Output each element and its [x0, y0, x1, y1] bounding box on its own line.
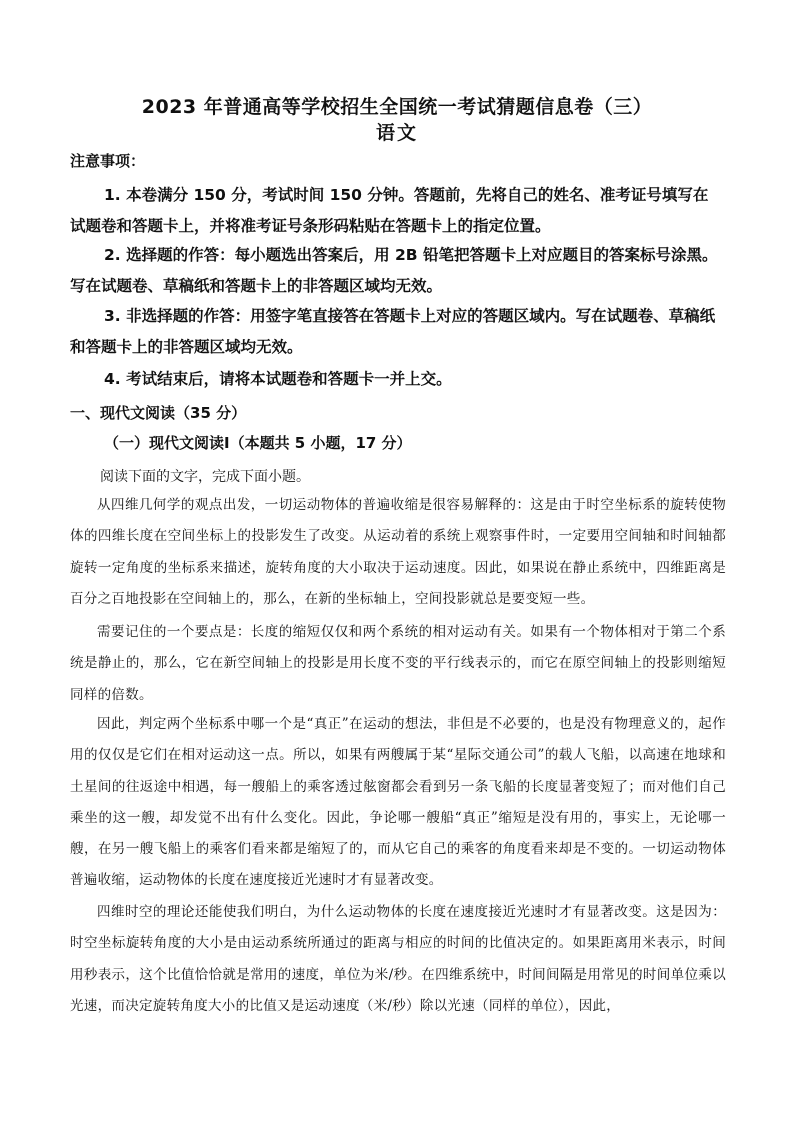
passage-paragraph-1: 从四维几何学的观点出发，一切运动物体的普遍收缩是很容易解释的：这是由于时空坐标系的旋转使物体的四维长度在空间坐标上的投影发生了改变。从运动着的系统上观察事件时，一定要用空间轴和时间轴都旋转一定角度的坐标系来描述，旋转角度的大小取决于运动速度。因此，如果说在静止系统中，四维距离是百分之百地投影在空间轴上的，那么，在新的坐标轴上，空间投影就总是要变短一些。: [70, 497, 726, 607]
reading-instruction: 阅读下面的文字，完成下面小题。: [100, 469, 310, 485]
passage-paragraph-2: 需要记住的一个要点是：长度的缩短仅仅和两个系统的相对运动有关。如果有一个物体相对于第二个系统是静止的，那么，它在新空间轴上的投影是用长度不变的平行线表示的，而它在原空间轴上的投影则缩短同样的倍数。: [70, 624, 726, 703]
notice-item-1: 1. 本卷满分 150 分，考试时间 150 分钟。答题前，先将自己的姓名、准考证号填写在试题卷和答题卡上，并将准考证号条形码粘贴在答题卡上的指定位置。: [70, 186, 709, 235]
subsection-heading: （一）现代文阅读Ⅰ（本题共 5 小题，17 分）: [104, 434, 412, 452]
subject-title: 语文: [375, 122, 418, 144]
notice-item-2: 2. 选择题的作答：每小题选出答案后，用 2B 铅笔把答题卡上对应题目的答案标号涂黑。写在试题卷、草稿纸和答题卡上的非答题区域均无效。: [70, 246, 718, 295]
notice-heading: 注意事项：: [70, 152, 146, 170]
passage-paragraph-3: 因此，判定两个坐标系中哪一个是“真正”在运动的想法，非但是不必要的，也是没有物理意义的，起作用的仅仅是它们在相对运动这一点。所以，如果有两艘属于某“星际交通公司”的载人飞船，以高速在地球和土星间的往返途中相遇，每一艘船上的乘客透过舷窗都会看到另一条飞船的长度显著变短了；而对他们自己乘坐的这一艘，却发觉不出有什么变化。因此，争论哪一艘船“真正”缩短是没有用的，事实上，无论哪一艘，在另一艘飞船上的乘客们看来都是缩短了的，而从它自己的乘客的角度看来却是不变的。一切运动物体普遍收缩，运动物体的长度在速度接近光速时才有显著改变。: [70, 716, 726, 889]
notice-item-4: 4. 考试结束后，请将本试题卷和答题卡一并上交。: [104, 370, 452, 388]
notice-item-3: 3. 非选择题的作答：用签字笔直接答在答题卡上对应的答题区域内。写在试题卷、草稿纸和答题卡上的非答题区域均无效。: [70, 307, 716, 356]
exam-title: 2023 年普通高等学校招生全国统一考试猜题信息卷（三）: [141, 96, 653, 118]
passage-paragraph-4: 四维时空的理论还能使我们明白，为什么运动物体的长度在速度接近光速时才有显著改变。这是因为：时空坐标旋转角度的大小是由运动系统所通过的距离与相应的时间的比值决定的。如果距离用米表示，时间用秒表示，这个比值恰恰就是常用的速度，单位为米/秒。在四维系统中，时间间隔是用常见的时间单位乘以光速，而决定旋转角度大小的比值又是运动速度（米/秒）除以光速（同样的单位），因此，: [70, 904, 726, 1014]
section-heading: 一、现代文阅读（35 分）: [70, 404, 247, 422]
